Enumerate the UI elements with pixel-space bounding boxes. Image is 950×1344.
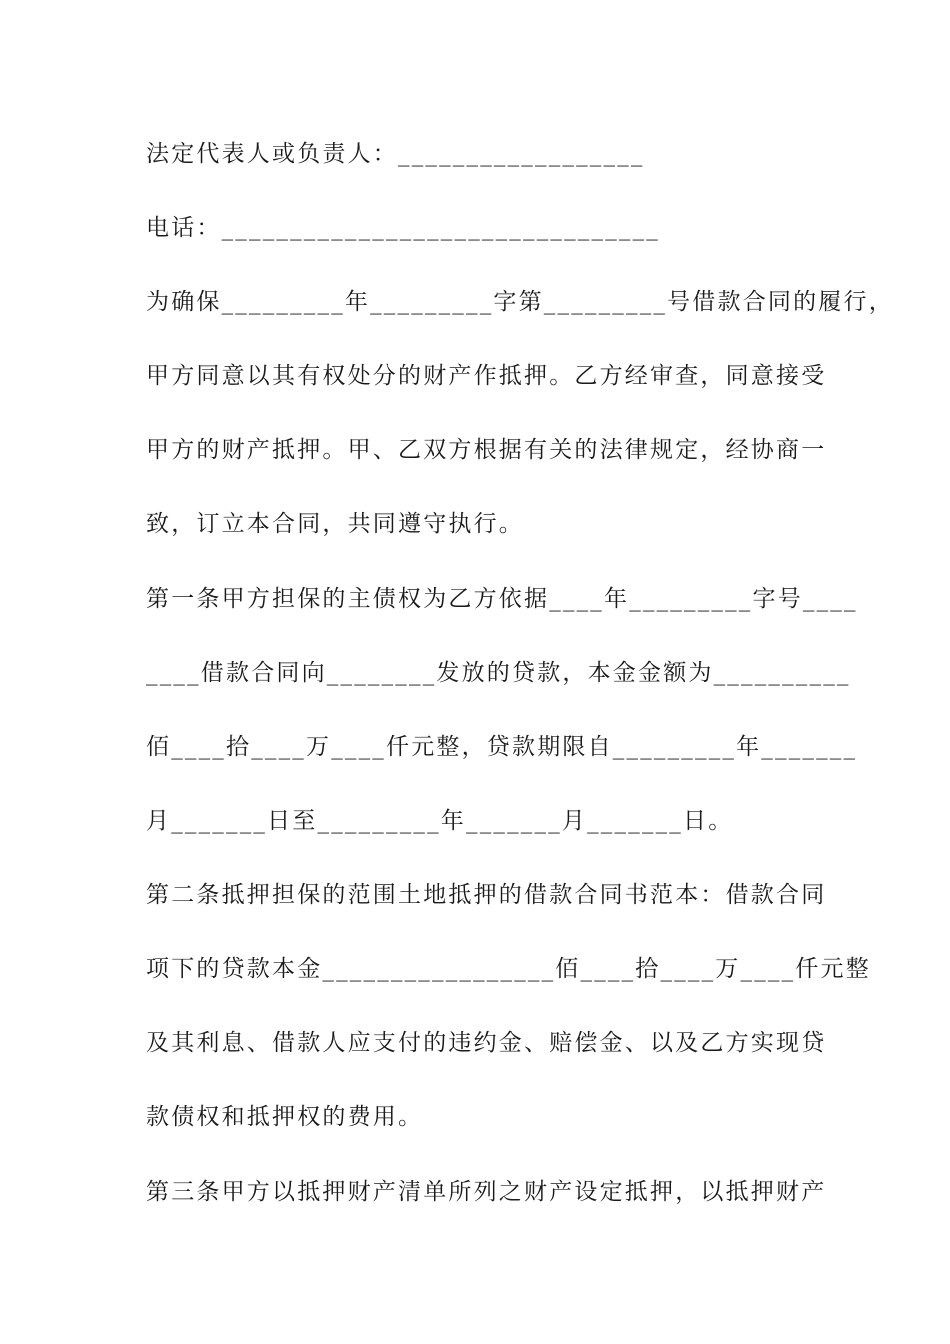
article-1-line: 佰____拾____万____仟元整，贷款期限自_________年_______ xyxy=(146,734,858,760)
article-1-line: ____借款合同向________发放的贷款，本金金额为__________ xyxy=(146,660,851,686)
paragraph-line: 为确保_________年_________字第_________号借款合同的履行， xyxy=(146,289,894,315)
article-2-line: 第二条抵押担保的范围土地抵押的借款合同书范本：借款合同 xyxy=(146,882,827,908)
article-2-line: 项下的贷款本金_________________佰____拾____万____仟元整 xyxy=(146,956,871,982)
paragraph-line: 致，订立本合同，共同遵守执行。 xyxy=(146,511,524,537)
article-3-line: 第三条甲方以抵押财产清单所列之财产设定抵押，以抵押财产 xyxy=(146,1179,827,1205)
paragraph-line: 甲方的财产抵押。甲、乙双方根据有关的法律规定，经协商一 xyxy=(146,437,827,463)
phone-line: 电话：________________________________ xyxy=(146,215,660,241)
article-2-line: 及其利息、借款人应支付的违约金、赔偿金、以及乙方实现贷 xyxy=(146,1030,827,1056)
article-2-line: 款债权和抵押权的费用。 xyxy=(146,1104,424,1130)
representative-line: 法定代表人或负责人：__________________ xyxy=(146,141,645,167)
article-1-line: 月_______日至_________年_______月_______日。 xyxy=(146,808,734,834)
paragraph-line: 甲方同意以其有权处分的财产作抵押。乙方经审查，同意接受 xyxy=(146,363,827,389)
article-1-line: 第一条甲方担保的主债权为乙方依据____年_________字号____ xyxy=(146,586,858,612)
